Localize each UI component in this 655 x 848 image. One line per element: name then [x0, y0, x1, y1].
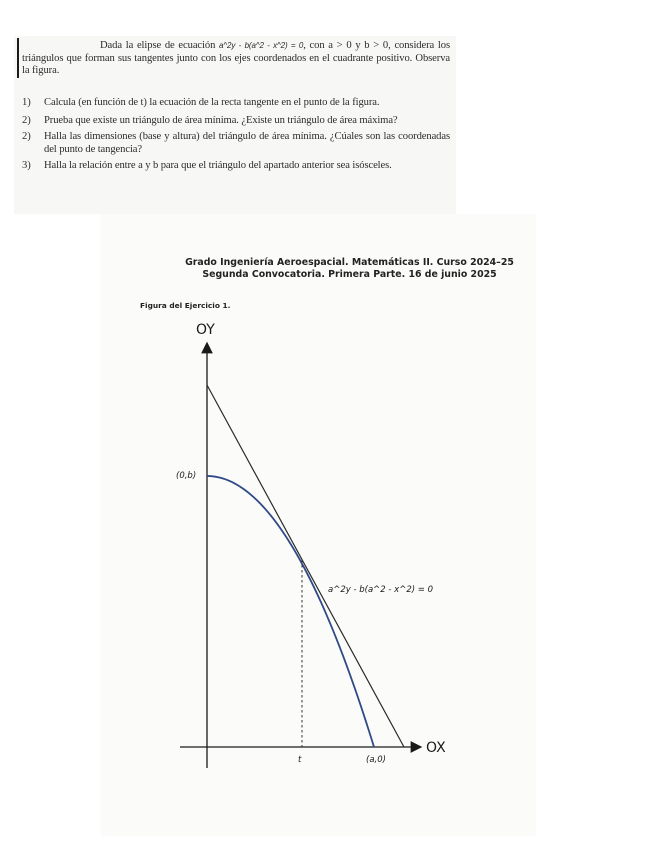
tangent-line — [207, 385, 404, 747]
exam-header-line-1: Grado Ingeniería Aeroespacial. Matemáticas II. Curso 2024–25 — [185, 257, 514, 268]
question-number: 3) — [22, 159, 31, 171]
question-number: 1) — [22, 97, 31, 108]
point-a-0-label: (a,0) — [366, 755, 386, 765]
exam-header-line-2: Segunda Convocatoria. Primera Parte. 16 de junio 2025 — [202, 268, 497, 280]
intro-suffix: , con a > 0 y b > 0, considera los triángulos que forman sus tangentes junto con los ejes coordenados en el cuadrante positivo. Observa la figura. — [22, 40, 450, 76]
inline-equation: a^2y - b(a^2 - x^2) = 0 — [219, 41, 304, 50]
curve-equation-label: a^2y - b(a^2 - x^2) = 0 — [328, 585, 433, 595]
intro-prefix: Dada la elipse de ecuación — [100, 40, 216, 51]
question-text: Halla las dimensiones (base y altura) del triángulo de área mínima. ¿Cúales son las coordenadas del punto de tangencia? — [44, 131, 450, 155]
axis-x-label: OX — [426, 740, 446, 756]
axis-y-label: OY — [196, 322, 215, 338]
question-number: 2) — [22, 115, 31, 127]
question-text: Halla la relación entre a y b para que el triángulo del apartado anterior sea isósceles. — [44, 159, 392, 171]
point-0-b-label: (0,b) — [176, 471, 197, 481]
tangent-param-label: t — [298, 755, 302, 765]
question-number: 2) — [22, 131, 31, 143]
question-text: Prueba que existe un triángulo de área mínima. ¿Existe un triángulo de área máxima? — [44, 115, 398, 127]
figure-caption: Figura del Ejercicio 1. — [140, 301, 231, 310]
question-text: Calcula (en función de t) la ecuación de la recta tangente en el punto de la figura. — [44, 97, 380, 108]
ellipse-arc — [207, 476, 374, 747]
